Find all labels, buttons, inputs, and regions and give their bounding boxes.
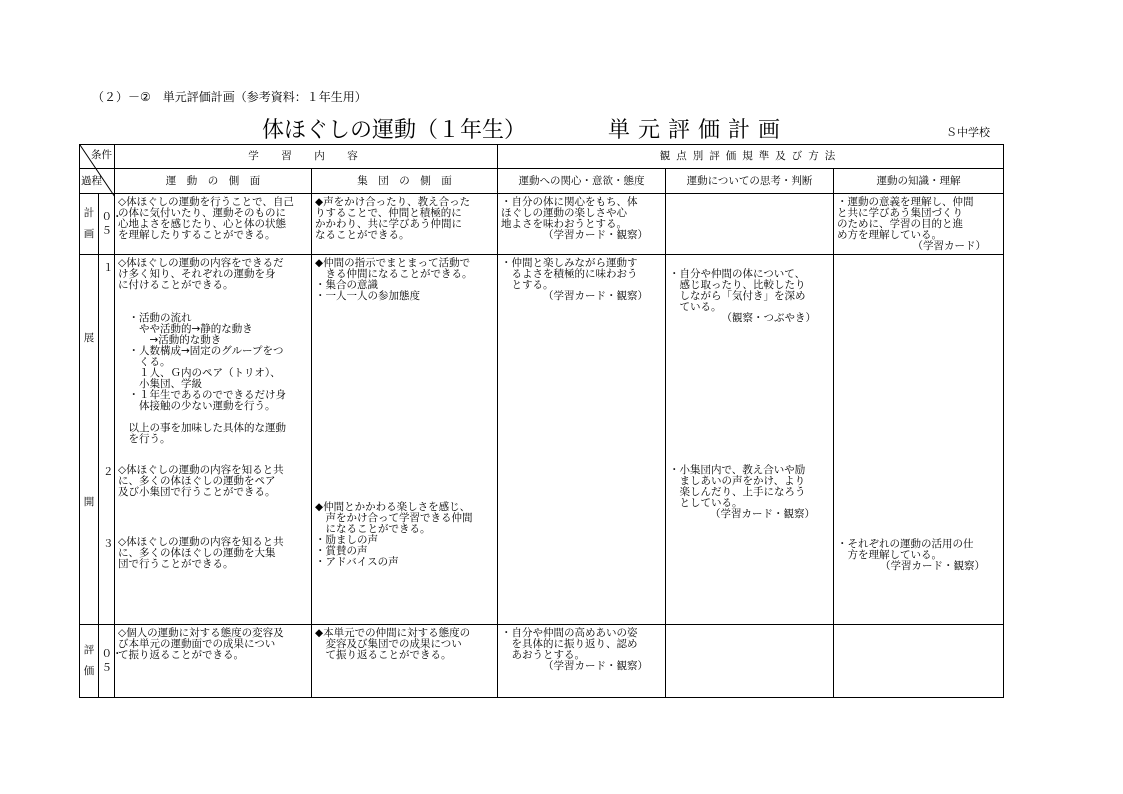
line: →活動的な動き — [118, 334, 222, 346]
stage-evaluation-label: 評価 — [83, 644, 95, 677]
line: ◆声をかけ合ったり、教え合った — [315, 196, 471, 208]
interest-header: 運動への関心・意欲・態度 — [498, 169, 666, 194]
evaluation-criteria-header: 観点別評価規準及び方法 — [498, 145, 1004, 169]
method-note: （学習カード・観察） — [543, 229, 648, 241]
line: りすることで、仲間と積極的に — [315, 207, 462, 219]
stage-evaluation — [80, 625, 99, 698]
method-note: （学習カード・観察） — [543, 660, 648, 672]
stage-development-label-1: 展 — [83, 332, 95, 344]
line: 楽しんだり、上手になろう — [669, 486, 806, 498]
dev-motion-cell — [115, 255, 312, 625]
line: ◇体ほぐしの運動の内容をできるだ — [118, 257, 284, 269]
condition-process-header — [80, 145, 115, 169]
lesson-3: ３ — [103, 538, 114, 550]
line: のために、学習の目的と進 — [837, 218, 963, 230]
line: なることができる。 — [315, 229, 410, 241]
line: ・自分の体に関心をもち、体 — [501, 196, 638, 208]
method-note: （学習カード） — [912, 240, 987, 252]
line: ・小集団内で、教え合いや励 — [669, 464, 806, 476]
plan-group-cell — [312, 194, 498, 255]
school-name: Ｓ中学校 — [946, 126, 990, 139]
line: を行う。 — [118, 433, 171, 445]
hours-evaluation — [99, 625, 123, 698]
line: の体に気付いたり、運動そのものに — [118, 207, 286, 219]
line: やや活動的→静的な動き — [118, 323, 253, 335]
line: 小集団、学級 — [118, 378, 202, 390]
motion-aspect-header: 運 動 の 側 面 — [115, 169, 312, 194]
dev-group-cell — [312, 255, 498, 625]
plan-knowledge-cell — [834, 194, 1004, 255]
line: け多く知り、それぞれの運動を身 — [118, 268, 276, 280]
method-note: （観察・つぶやき） — [721, 312, 816, 324]
line: ・自分や仲間の高めあいの姿 — [501, 627, 638, 639]
line: ほぐしの運動の楽しさや心 — [501, 207, 627, 219]
line: ・それぞれの運動の活用の仕 — [837, 538, 974, 550]
eval-knowledge-cell — [834, 625, 1004, 698]
section-heading: （２）－② 単元評価計画（参考資料：１年生用） — [92, 90, 367, 104]
eval-thinking-cell — [666, 625, 834, 698]
line: かかわり、共に学びあう仲間に — [315, 218, 462, 230]
line: ましあいの声をかけ、より — [669, 475, 806, 487]
line: ◇個人の運動に対する態度の変容及 — [118, 627, 284, 639]
line: あおうとする。 — [501, 649, 585, 661]
line: になることができる。 — [315, 523, 431, 535]
line: を具体的に振り返り、認め — [501, 638, 638, 650]
condition-label: 条件 — [91, 149, 112, 161]
line: ◇体ほぐしの運動を行うことで、自己 — [118, 196, 294, 208]
line: ◆仲間の指示でまとまって活動で — [315, 257, 471, 269]
line: るよさを積極的に味わおう — [501, 268, 638, 280]
page-title: 体ほぐしの運動（１年生） — [262, 118, 527, 143]
dev-knowledge-cell — [834, 255, 1004, 625]
method-note: （学習カード・観察） — [880, 560, 985, 572]
line: め方を理解している。 — [837, 229, 942, 241]
evaluation-plan-table — [79, 144, 1004, 698]
plan-motion-cell — [115, 194, 312, 255]
stage-planning — [80, 194, 99, 255]
line: ◇体ほぐしの運動の内容を知ると共 — [118, 464, 284, 476]
line: に、多くの体ほぐしの運動を大集 — [118, 547, 276, 559]
line: としている。 — [669, 497, 743, 509]
line: ・仲間と楽しみながら運動す — [501, 257, 638, 269]
line: きる仲間になることができる。 — [315, 268, 473, 280]
stage-development — [80, 255, 99, 625]
page-subtitle: 単元評価計画 — [608, 118, 789, 143]
plan-thinking-cell — [666, 194, 834, 255]
line: ◆仲間とかかわる楽しさを感じ、 — [315, 501, 471, 513]
line: ・人数構成→固定のグループをつ — [118, 345, 284, 357]
method-note: （学習カード・観察） — [543, 290, 648, 302]
line: ・賞賛の声 — [315, 545, 368, 557]
line: 方を理解している。 — [837, 549, 942, 561]
line: ・アドバイスの声 — [315, 556, 399, 568]
dev-thinking-cell — [666, 255, 834, 625]
eval-interest-cell — [498, 625, 666, 698]
line: に付けることができる。 — [118, 279, 234, 291]
line: 及び小集団で行うことができる。 — [118, 486, 276, 498]
lesson-1: １ — [103, 262, 114, 274]
stage-development-label-2: 開 — [83, 496, 95, 508]
hours-planning-label: ０・５ — [101, 211, 123, 237]
learning-content-header: 学 習 内 容 — [115, 145, 498, 169]
line: とする。 — [501, 279, 554, 291]
line: 以上の事を加味した具体的な運動 — [118, 422, 286, 434]
process-label: 過程 — [81, 174, 102, 187]
method-note: （学習カード・観察） — [710, 508, 815, 520]
line: ・活動の流れ — [118, 312, 192, 324]
line: ・１年生であるのでできるだけ身 — [118, 389, 286, 401]
line: 団で行うことができる。 — [118, 558, 234, 570]
line: ・一人一人の参加態度 — [315, 290, 420, 302]
line: 体接触の少ない運動を行う。 — [118, 400, 276, 412]
knowledge-header: 運動の知識・理解 — [834, 169, 1004, 194]
line: ・運動の意義を理解し、仲間 — [837, 196, 974, 208]
line: 心地よさを感じたり、心と体の状態 — [118, 218, 286, 230]
stage-planning-label: 計画 — [83, 207, 95, 240]
line: て振り返ることができる。 — [118, 649, 244, 661]
line: 感じ取ったり、比較したり — [669, 279, 806, 291]
line: ◆本単元での仲間に対する態度の — [315, 627, 471, 639]
line: と共に学びあう集団づくり — [837, 207, 963, 219]
line: ・自分や仲間の体について、 — [669, 268, 806, 280]
line: くる。 — [118, 356, 171, 368]
line: ている。 — [669, 301, 722, 313]
lesson-2: ２ — [103, 466, 114, 478]
line: ・励ましの声 — [315, 534, 378, 546]
dev-interest-cell — [498, 255, 666, 625]
eval-group-cell — [312, 625, 498, 698]
line: ・集合の意識 — [315, 279, 378, 291]
line: て振り返ることができる。 — [315, 649, 452, 661]
thinking-header: 運動についての思考・判断 — [666, 169, 834, 194]
line: び本単元の運動面での成果につい — [118, 638, 276, 650]
eval-motion-cell — [115, 625, 312, 698]
line: 声をかけ合って学習できる仲間 — [315, 512, 473, 524]
line: に、多くの体ほぐしの運動をペア — [118, 475, 276, 487]
line: を理解したりすることができる。 — [118, 229, 276, 241]
plan-interest-cell — [498, 194, 666, 255]
line: ◇体ほぐしの運動の内容を知ると共 — [118, 536, 284, 548]
line: しながら「気付き」を深め — [669, 290, 806, 302]
lesson-numbers — [99, 255, 115, 625]
hours-planning — [99, 194, 123, 255]
line: １人、Ｇ内のペア（トリオ）、 — [118, 367, 281, 379]
hours-evaluation-label: ０・５ — [101, 648, 123, 674]
line: 地よさを味わおうとする。 — [501, 218, 627, 230]
group-aspect-header: 集 団 の 側 面 — [312, 169, 498, 194]
line: 変容及び集団での成果につい — [315, 638, 462, 650]
